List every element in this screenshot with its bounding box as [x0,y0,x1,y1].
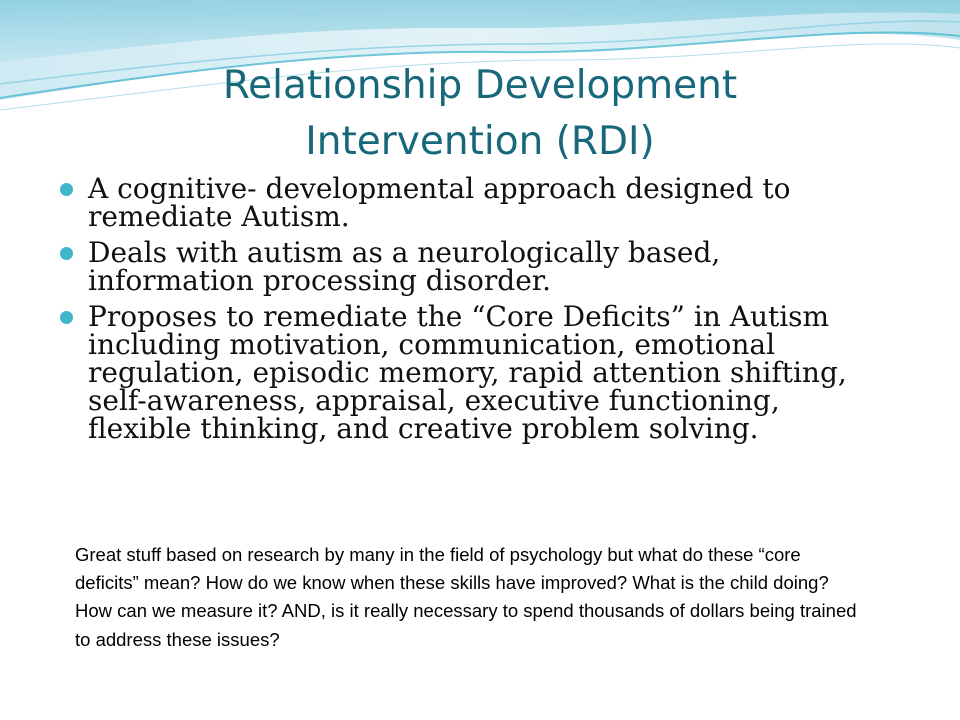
bullet-item [58,236,878,297]
bullet-item [58,172,878,233]
bullet-icon [60,183,73,196]
bullet-icon [60,311,73,324]
bullet-icon [60,247,73,260]
bullet-list [58,172,878,451]
bullet-text: A cognitive- developmental approach designed to remediate Autism. [88,172,791,233]
bullet-text: Proposes to remediate the “Core Deficits” in Autism including motivation, communication, emotional regulation, episodic memory, rapid attention shifting, self-awareness, appraisal, executive functioning, flexible thinking, and creative problem solving. [88,300,847,445]
slide-title: Relationship Development Intervention (RDI) [222,63,738,164]
commentary-note: Great stuff based on research by many in the field of psychology but what do these “core deficits” mean? How do we know when these skills have improved? What is the child doing? How can we measure it? AND, is it really necessary to spend thousands of dollars being trained to address these issues? [75,544,857,650]
bullet-text: Deals with autism as a neurologically based, information processing disorder. [88,236,721,297]
bullet-item [58,300,878,445]
